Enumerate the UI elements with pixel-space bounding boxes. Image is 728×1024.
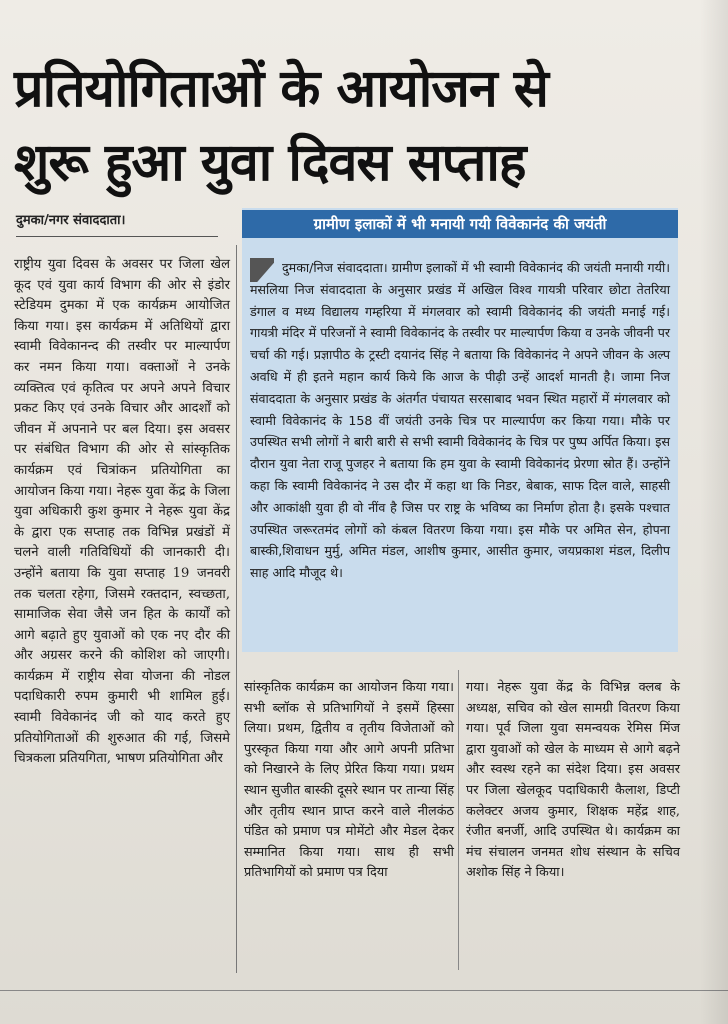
headline-line-1: प्रतियोगिताओं के आयोजन से: [14, 59, 548, 119]
headline-line-2: शुरू हुआ युवा दिवस सप्ताह: [14, 133, 526, 193]
bottom-rule: [0, 990, 728, 991]
byline: दुमका/नगर संवाददाता।: [16, 210, 218, 237]
column-divider: [236, 245, 237, 973]
page-shadow: [700, 0, 728, 1024]
headline: [14, 52, 714, 200]
article-column-middle: सांस्कृतिक कार्यक्रम का आयोजन किया गया। सभी ब्लॉक से प्रतिभागियों ने इसमें हिस्सा लिया। प्रथम, द्वितीय व तृतीय विजेताओं को पुरस्कृत किया गया और आगे अपनी प्रतिभा को निखारने के लिए प्रेरित किया गया। प्रथम स्थान सुजीत बास्की दूसरे स्थान पर तान्या सिंह और तृतीय स्थान प्राप्त करने वाले नीलकंठ पंडित को प्रमाण पत्र मोमेंटो और मेडल देकर सम्मानित किया गया। साथ ही सभी प्रतिभागियों को प्रमाण पत्र दिया: [244, 680, 454, 881]
sidebar-story-title: ग्रामीण इलाकों में भी मनायी गयी विवेकानंद की जयंती: [242, 210, 678, 238]
article-column-left: राष्ट्रीय युवा दिवस के अवसर पर जिला खेल कूद एवं युवा कार्य विभाग की ओर से इंडोर स्टेडियम दुमका में एक कार्यक्रम आयोजित किया गया। इस कार्यक्रम में अतिथियों द्वारा स्वामी विवेकानन्द की तस्वीर पर माल्यार्पण कर नमन किया गया। वक्ताओं ने उनके व्यक्तित्व एवं कृतित्व पर अपने अपने विचार प्रकट किए एवं उनके विचार और आदर्शों को जीवन में अपनाने पर बल दिया। इस अवसर पर संबंधित विभाग की ओर से सांस्कृतिक कार्यक्रम एवं चित्रांकन प्रतियोगिता का आयोजन किया गया। नेहरू युवा केंद्र के जिला युवा अधिकारी कुश कुमार ने नेहरू युवा केंद्र के द्वारा एक सप्ताह तक विभिन्न प्रखंडों में चलने वाली गतिविधियों की जानकारी दी। उन्होंने बताया कि युवा सप्ताह 19 जनवरी तक चलता रहेगा, जिसमे रक्तदान, स्वच्छता, सामाजिक सेवा जैसे जन हित के कार्यों को आगे बढ़ाते हुए युवाओं को एक नए दौर की और अग्रसर करने की कोशिश को जाएगी। कार्यक्रम में राष्ट्रीय सेवा योजना की नोडल पदाधिकारी रुपम कुमारी भी शामिल हुई। स्वामी विवेकानंद जी को याद करते हुए प्रतियोगिताओं की शुरुआत की गई, जिसमे चित्रकला प्रतियगिता, भाषण प्रतियोगिता और: [14, 257, 230, 767]
column-divider: [458, 670, 459, 970]
article-column-right: गया। नेहरू युवा केंद्र के विभिन्न क्लब के अध्यक्ष, सचिव को खेल सामग्री वितरण किया गया। पूर्व जिला युवा समन्वयक रेमिस मिंज द्वारा युवाओं को खेल के माध्यम से आगे बढ़ने और स्वस्थ रहने का संदेश दिया। इस अवसर पर जिला खेलकूद पदाधिकारी कैलाश, डिप्टी कलेक्टर अजय कुमार, शिक्षक महेंद्र शाह, रंजीत बनर्जी, आदि उपस्थित थे। कार्यक्रम का मंच संचालन जनमत शोध संस्थान के सचिव अशोक सिंह ने किया।: [466, 680, 680, 881]
sidebar-story-body: दुमका/निज संवाददाता। ग्रामीण इलाकों में भी स्वामी विवेकानंद की जयंती मनायी गयी। मसलिया निज संवाददाता के अनुसार प्रखंड में अखिल विश्व गायत्री परिवार छोटा तेतरिया डंगाल व मध्य विद्यालय गम्हरिया में मंगलवार को स्वामी विवेकानंद की जयंती मनाई गई। गायत्री मंदिर में परिजनों ने स्वामी विवेकानंद के तस्वीर पर माल्यार्पण किया व उनके जीवनी पर चर्चा की गई। प्रज्ञापीठ के ट्रस्टी दयानंद सिंह ने बताया कि विवेकानंद ने अपने जीवन के अल्प अवधि में ही इतने महान कार्य किये कि आज के पीढ़ी उन्हें आदर्श मानती है। जामा निज संवाददाता के अनुसार प्रखंड के अंतर्गत पंचायत सरसाबाद भवन स्थित महारों में मंगलवार को स्वामी विवेकानंद के 158 वीं जयंती उनके चित्र पर माल्यार्पण कर किया गया। मौके पर उपस्थित सभी लोगों ने बारी बारी से सभी स्वामी विवेकानंद के चित्र पर पुष्प अर्पित किया। इस दौरान युवा नेता राजू पुजहर ने बताया कि हम युवा के स्वामी विवेकानंद प्रेरणा स्रोत हैं। उन्होंने कहा कि स्वामी विवेकानंद ने उस दौर में कहा था कि निडर, बेबाक, साफ दिल वाले, साहसी और आकांक्षी युवा ही वो नींव है जिस पर राष्ट्र के भविष्य का निर्माण होता है। इसके पश्चात उपस्थित जरूरतमंद लोगों को कंबल वितरण किया गया। इस मौके पर अमित सेन, होपना बास्की,शिवाधन मुर्मु, अमित मंडल, आशीष कुमार, आसीत कुमार, जयप्रकाश मंडल, दिलीप साह आदि मौजूद थे।: [250, 260, 670, 581]
